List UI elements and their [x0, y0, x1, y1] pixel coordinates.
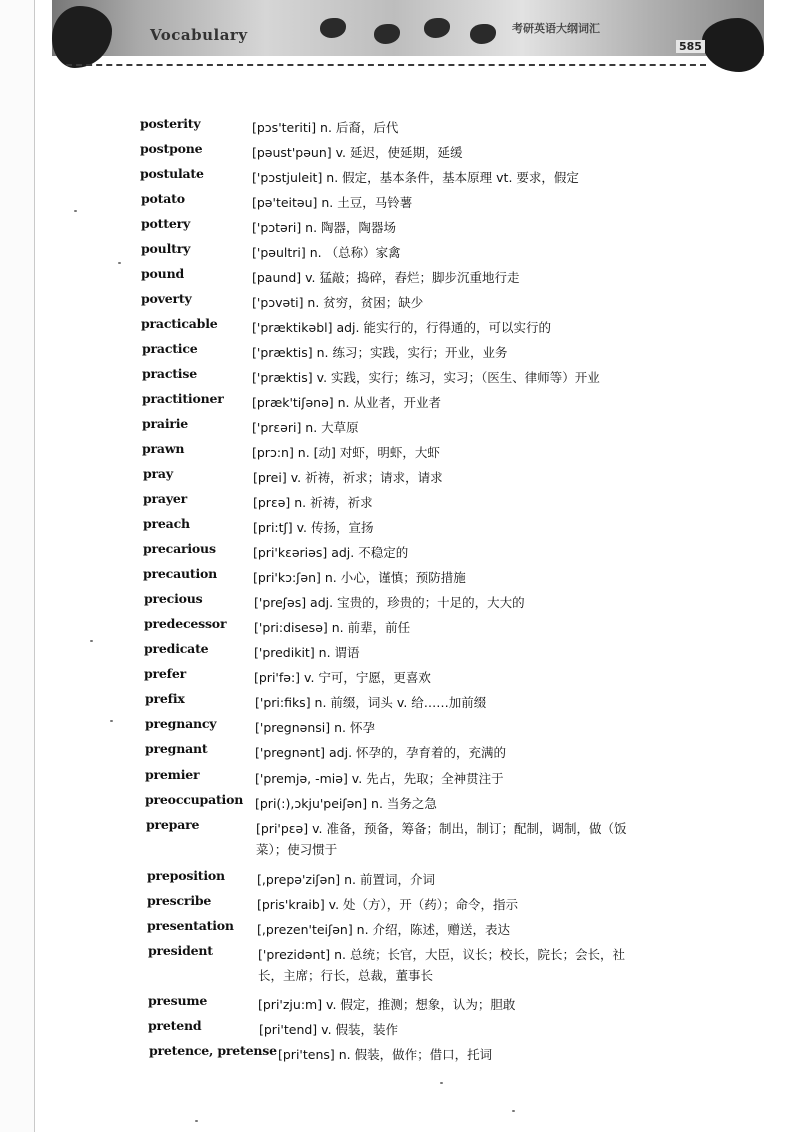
vocab-definition-continued: 长，主席；行长，总裁，董事长 [258, 968, 434, 983]
scan-speck [512, 1110, 515, 1112]
vocab-word: preposition [147, 868, 225, 883]
vocab-word: pregnancy [145, 716, 217, 731]
vocab-word: prairie [142, 416, 189, 431]
vocab-word: pregnant [145, 741, 208, 756]
vocab-definition: [pri'tens] n. 假装，做作；借口，托词 [278, 1047, 493, 1062]
page-spine-shadow [0, 0, 34, 1132]
vocab-word: precaution [143, 566, 218, 581]
vocab-definition: [prɛə] n. 祈祷，祈求 [253, 495, 373, 510]
scan-speck [74, 210, 77, 212]
vocab-definition: [,prezen'teiʃən] n. 介绍，陈述，赠送，表达 [257, 922, 511, 937]
vocab-word: prefer [144, 666, 186, 681]
vocab-word: preoccupation [145, 792, 244, 807]
vocab-definition: ['pri:disesə] n. 前辈，前任 [254, 620, 411, 635]
vocab-word: precious [144, 591, 203, 606]
vocab-definition: [pɔs'teriti] n. 后裔，后代 [252, 120, 399, 135]
vocab-definition: [prɔ:n] n. [动] 对虾，明虾，大虾 [252, 445, 440, 460]
vocab-word: prawn [142, 441, 185, 456]
header-divider [66, 64, 706, 66]
page-header [52, 0, 764, 78]
vocab-word: poultry [141, 241, 191, 256]
vocab-definition: [pri(:),ɔkju'peiʃən] n. 当务之急 [255, 796, 437, 811]
vocab-definition: [pri'zju:m] v. 假定，推测；想象，认为；胆敢 [258, 997, 516, 1012]
page-number: 585 [676, 40, 705, 53]
vocab-word: president [148, 943, 213, 958]
vocab-word: preach [143, 516, 190, 531]
vocab-definition: ['premjə, -miə] v. 先占，先取；全神贯注于 [255, 771, 504, 786]
vocab-word: pottery [141, 216, 191, 231]
vocab-word: prefix [145, 691, 185, 706]
scan-speck [110, 720, 113, 722]
vocab-word: precarious [143, 541, 216, 556]
vocab-word: practicable [141, 316, 218, 331]
vocab-definition: ['pregnənsi] n. 怀孕 [255, 720, 375, 735]
vocab-word: presume [148, 993, 208, 1008]
header-subtitle: 考研英语大纲词汇 [512, 22, 600, 35]
vocab-definition: ['prezidənt] n. 总统；长官，大臣，议长；校长，院长；会长，社 [258, 947, 626, 962]
vocab-definition: [pri'kɔ:ʃən] n. 小心，谨慎；预防措施 [253, 570, 466, 585]
vocab-word: posterity [140, 116, 201, 131]
vocab-word: practise [142, 366, 197, 381]
vocab-definition: [pə'teitəu] n. 土豆，马铃薯 [252, 195, 413, 210]
scan-speck [90, 640, 93, 642]
scan-speck [118, 262, 121, 264]
vocab-definition: ['præktikəbl] adj. 能实行的，行得通的，可以实行的 [252, 320, 551, 335]
vocab-definition: ['pregnənt] adj. 怀孕的，孕育着的，充满的 [255, 745, 507, 760]
vocab-word: pound [141, 266, 184, 281]
vocab-definition: ['pri:fiks] n. 前缀，词头 v. 给……加前缀 [255, 695, 487, 710]
scan-speck [195, 1120, 198, 1122]
vocab-word: pretence, pretense [149, 1043, 277, 1058]
vocab-definition: [,prepə'ziʃən] n. 前置词，介词 [257, 872, 435, 887]
page-gutter-line [34, 0, 35, 1132]
vocab-word: poverty [141, 291, 192, 306]
vocab-definition: [pri'pɛə] v. 准备，预备，筹备；制出，制订；配制，调制，做（饭 [256, 821, 627, 836]
vocab-definition: [præk'tiʃənə] n. 从业者，开业者 [252, 395, 441, 410]
vocab-word: pray [143, 466, 173, 481]
vocab-definition: [pri'fə:] v. 宁可，宁愿，更喜欢 [254, 670, 431, 685]
vocab-word: presentation [147, 918, 234, 933]
header-decoration-left-icon [52, 6, 112, 68]
vocab-definition: [pri'kɛəriəs] adj. 不稳定的 [253, 545, 409, 560]
vocab-definition: ['præktis] n. 练习；实践，实行；开业，业务 [252, 345, 508, 360]
vocab-word: potato [141, 191, 185, 206]
vocab-word: practice [142, 341, 198, 356]
vocab-word: premier [145, 767, 200, 782]
vocab-word: predecessor [144, 616, 227, 631]
vocab-definition: ['præktis] v. 实践，实行；练习，实习；（医生、律师等）开业 [252, 370, 600, 385]
vocab-word: prescribe [147, 893, 212, 908]
vocab-definition: [pəust'pəun] v. 延迟，使延期，延缓 [252, 145, 463, 160]
vocab-definition: [prei] v. 祈祷，祈求；请求，请求 [253, 470, 443, 485]
vocab-word: predicate [144, 641, 209, 656]
header-decoration-right-icon [702, 18, 764, 72]
vocab-word: practitioner [142, 391, 224, 406]
vocab-word: prepare [146, 817, 200, 832]
vocab-word: postulate [140, 166, 204, 181]
vocab-definition: ['preʃəs] adj. 宝贵的，珍贵的；十足的，大大的 [254, 595, 525, 610]
vocab-definition: [pri'tend] v. 假装，装作 [259, 1022, 399, 1037]
vocab-definition: ['pɔtəri] n. 陶器，陶器场 [252, 220, 397, 235]
header-title: Vocabulary [150, 26, 248, 44]
vocab-word: prayer [143, 491, 188, 506]
vocab-word: pretend [148, 1018, 202, 1033]
vocab-definition: ['prɛəri] n. 大草原 [252, 420, 359, 435]
vocab-word: postpone [140, 141, 203, 156]
vocab-definition: ['pəultri] n. （总称）家禽 [252, 245, 401, 260]
vocab-definition: [pri:tʃ] v. 传扬，宣扬 [253, 520, 374, 535]
vocab-definition: [paund] v. 猛敲；捣碎，舂烂；脚步沉重地行走 [252, 270, 520, 285]
vocab-definition: ['pɔstjuleit] n. 假定，基本条件，基本原理 vt. 要求，假定 [252, 170, 579, 185]
vocab-definition: ['pɔvəti] n. 贫穷，贫困；缺少 [252, 295, 424, 310]
scan-speck [440, 1082, 443, 1084]
vocab-definition-continued: 菜）；使习惯于 [256, 842, 338, 857]
vocab-definition: [pris'kraib] v. 处（方），开（药）；命令，指示 [257, 897, 519, 912]
vocab-definition: ['predikit] n. 谓语 [254, 645, 360, 660]
